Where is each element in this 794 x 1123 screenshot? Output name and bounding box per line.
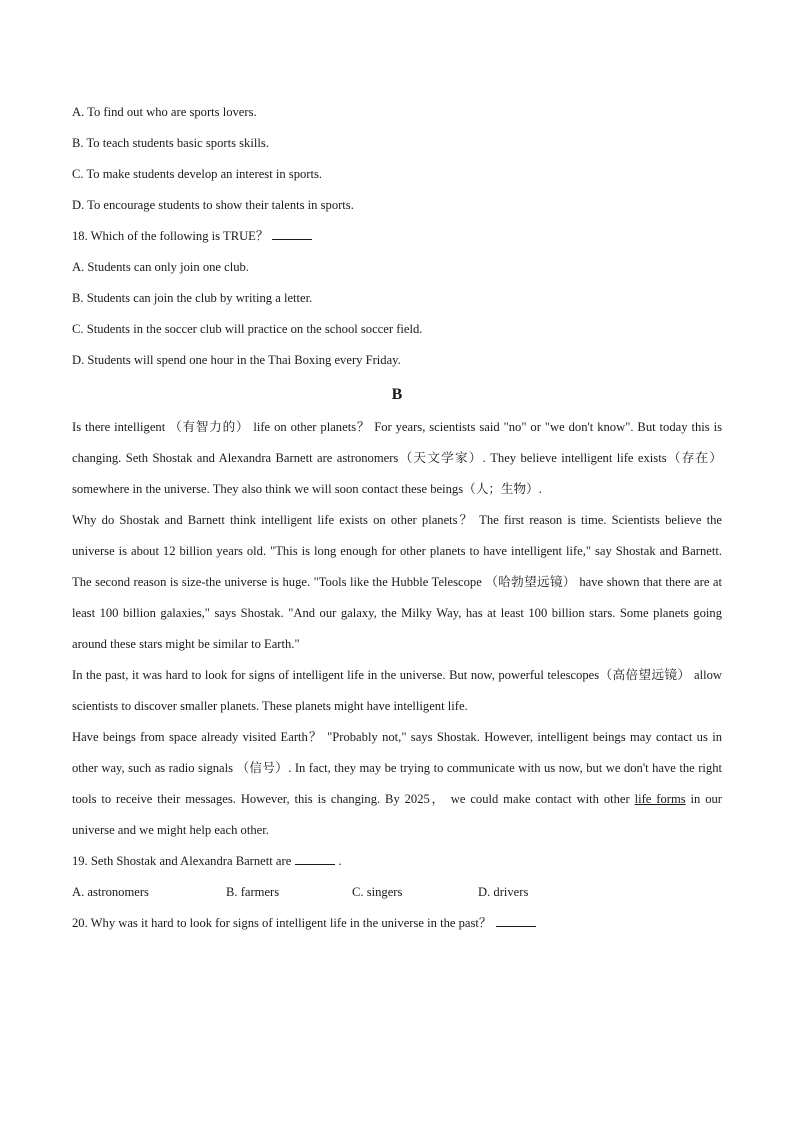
q18-option-d: D. Students will spend one hour in the Thai Boxing every Friday.: [72, 353, 401, 367]
document-page: [72, 97, 722, 939]
q18-stem: 18. Which of the following is TRUE？: [72, 229, 269, 243]
passage-paragraph-2: Why do Shostak and Barnett think intelligent life exists on other planets？ The first reason is time. Scientists believe the universe is about 12 billion years old. "This is long enough for other planets to have intelligent life," say Shostak and Barnett. The second reason is size-the universe is huge. "Tools like the Hubble Telescope （哈勃望远镜） have shown that there are at least 100 billion galaxies," says Shostak. "And our galaxy, the Milky Way, has at least 100 billion stars. Some planets going around these stars might be similar to Earth.": [72, 513, 722, 651]
q19-stem-end: .: [338, 854, 342, 868]
passage-paragraph-3: In the past, it was hard to look for signs of intelligent life in the universe. But now, powerful telescopes（高倍望远镜） allow scientists to discover smaller planets. These planets might have intelligent life.: [72, 668, 722, 713]
q19-stem: 19. Seth Shostak and Alexandra Barnett are: [72, 854, 292, 868]
answer-blank: [496, 914, 536, 927]
q19-option-d: D. drivers: [478, 885, 529, 899]
q17-option-b: B. To teach students basic sports skills.: [72, 136, 269, 150]
q19-options: [72, 877, 722, 908]
q20-question: [72, 908, 722, 939]
q18-option-b: B. Students can join the club by writing a letter.: [72, 291, 313, 305]
q18-option-a: A. Students can only join one club.: [72, 260, 249, 274]
answer-blank: [295, 852, 335, 865]
q19-option-c: C. singers: [352, 885, 403, 899]
q17-option-a: A. To find out who are sports lovers.: [72, 105, 257, 119]
p4-text-before: Have beings from space already visited Earth？ "Probably not," says Shostak. However, intelligent beings may contact us in other way, such as radio signals （信号）. In fact, they may be trying to communicate with us now, but we don't have the right tools to receive their messages. However, this is changing. By 2025， we could make contact with other: [72, 730, 722, 806]
p4-text-after: in our universe and we might help each other.: [72, 792, 722, 837]
q18-option-c: C. Students in the soccer club will practice on the school soccer field.: [72, 322, 423, 336]
section-title: B: [391, 386, 403, 403]
q20-stem: 20. Why was it hard to look for signs of intelligent life in the universe in the past？: [72, 916, 492, 930]
passage-paragraph-1: Is there intelligent （有智力的） life on other planets？ For years, scientists said "no" or "we don't know". But today this is changing. Seth Shostak and Alexandra Barnett are astronomers（天文学家）. They believe intelligent life exists（存在） somewhere in the universe. They also think we will soon contact these beings（人；生物）.: [72, 420, 722, 496]
answer-blank: [272, 227, 312, 240]
q19-question: [72, 846, 722, 877]
q18-question: [72, 221, 722, 252]
q19-option-b: B. farmers: [226, 885, 280, 899]
q17-option-d: D. To encourage students to show their talents in sports.: [72, 198, 354, 212]
passage-paragraph-4: [72, 722, 722, 846]
q19-option-a: A. astronomers: [72, 885, 149, 899]
q17-option-c: C. To make students develop an interest in sports.: [72, 167, 323, 181]
p4-underlined-phrase: life forms: [634, 792, 686, 806]
